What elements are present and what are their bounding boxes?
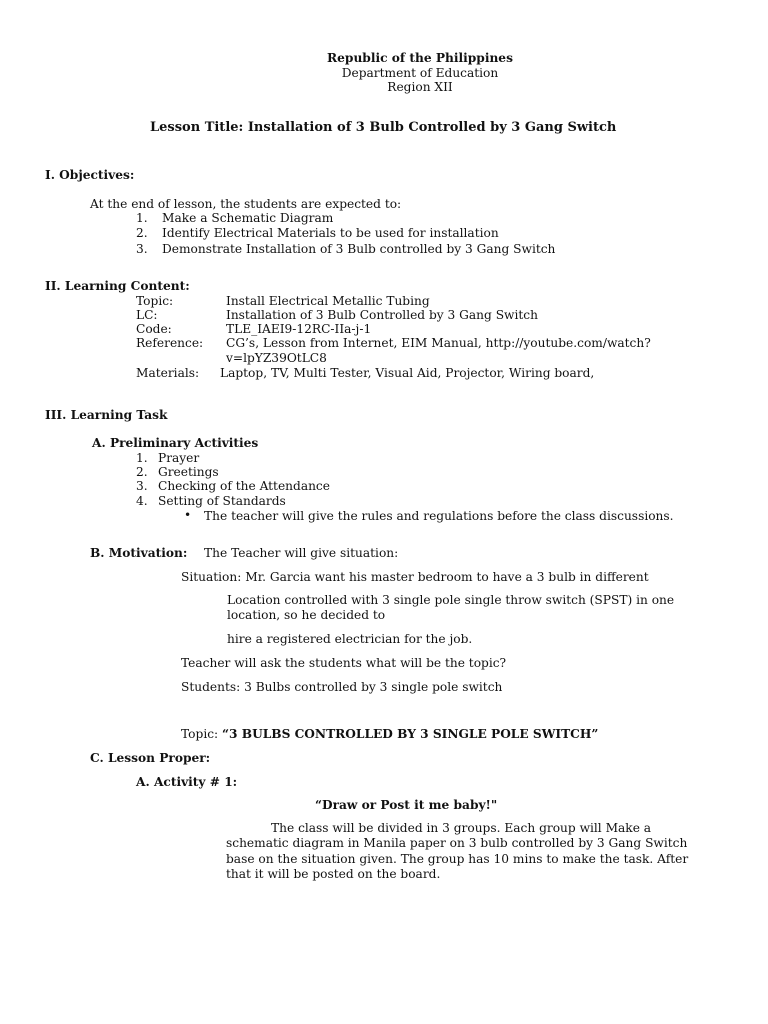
lc-label: LC: — [136, 308, 158, 322]
prelim-text-3: Checking of the Attendance — [158, 479, 330, 493]
reference-label: Reference: — [136, 336, 204, 350]
situation-line1: Situation: Mr. Garcia want his master bedroom to have a 3 bulb in different — [181, 570, 649, 584]
code-label: Code: — [136, 322, 172, 336]
topic-line-value: “3 BULBS CONTROLLED BY 3 SINGLE POLE SWITCH” — [222, 727, 599, 741]
header-republic: Republic of the Philippines — [327, 51, 513, 65]
motivation-text: The Teacher will give situation: — [204, 546, 399, 560]
header-region: Region XII — [387, 80, 453, 94]
objective-num-1: 1. — [136, 211, 148, 225]
activity-para-line1: The class will be divided in 3 groups. Each group will Make a — [271, 821, 652, 835]
objective-num-3: 3. — [136, 242, 148, 256]
learning-task-heading: III. Learning Task — [45, 408, 168, 422]
topic-line-label: Topic: — [181, 727, 223, 741]
lesson-title: Lesson Title: Installation of 3 Bulb Controlled by 3 Gang Switch — [150, 120, 617, 135]
standards-bullet-text: The teacher will give the rules and regulations before the class discussions. — [204, 509, 674, 523]
topic-value: Install Electrical Metallic Tubing — [226, 294, 430, 308]
code-value: TLE_IAEI9-12RC-IIa-j-1 — [226, 322, 372, 336]
bullet-icon: • — [184, 508, 192, 522]
activity-para-line2: schematic diagram in Manila paper on 3 bulb controlled by 3 Gang Switch — [226, 836, 688, 850]
activity-para-line3: base on the situation given. The group has 10 mins to make the task. After — [226, 852, 689, 866]
reference-value-line2: v=lpYZ39OtLC8 — [226, 351, 327, 365]
objective-text-2: Identify Electrical Materials to be used for installation — [162, 226, 499, 240]
objective-num-2: 2. — [136, 226, 148, 240]
header-department: Department of Education — [341, 66, 499, 80]
activity-para-line4: that it will be posted on the board. — [226, 867, 441, 881]
prelim-num-1: 1. — [136, 451, 148, 465]
prelim-num-2: 2. — [136, 465, 148, 479]
situation-line2: Location controlled with 3 single pole single throw switch (SPST) in one — [227, 593, 675, 607]
prelim-text-2: Greetings — [158, 465, 219, 479]
situation-line3: location, so he decided to — [227, 608, 386, 622]
objective-text-1: Make a Schematic Diagram — [162, 211, 334, 225]
objectives-heading: I. Objectives: — [45, 168, 135, 182]
materials-value: Laptop, TV, Multi Tester, Visual Aid, Projector, Wiring board, — [220, 366, 595, 380]
motivation-heading: B. Motivation: — [90, 546, 188, 560]
lc-value: Installation of 3 Bulb Controlled by 3 Gang Switch — [226, 308, 538, 322]
prelim-text-1: Prayer — [158, 451, 200, 465]
prelim-num-3: 3. — [136, 479, 148, 493]
preliminary-heading: A. Preliminary Activities — [92, 436, 259, 450]
materials-label: Materials: — [136, 366, 200, 380]
objectives-intro: At the end of lesson, the students are expected to: — [90, 197, 402, 211]
topic-label: Topic: — [136, 294, 174, 308]
teacher-ask: Teacher will ask the students what will be the topic? — [181, 656, 507, 670]
topic-line — [181, 727, 598, 742]
learning-content-heading: II. Learning Content: — [45, 279, 190, 293]
lesson-proper-heading: C. Lesson Proper: — [90, 751, 211, 765]
students-answer: Students: 3 Bulbs controlled by 3 single pole switch — [181, 680, 503, 694]
situation-line4: hire a registered electrician for the job. — [227, 632, 473, 646]
prelim-num-4: 4. — [136, 494, 148, 508]
activity-heading: A. Activity # 1: — [136, 775, 238, 789]
reference-value-line1: CG’s, Lesson from Internet, EIM Manual, http://youtube.com/watch? — [226, 336, 651, 350]
objective-text-3: Demonstrate Installation of 3 Bulb controlled by 3 Gang Switch — [162, 242, 556, 256]
prelim-text-4: Setting of Standards — [158, 494, 286, 508]
activity-title: “Draw or Post it me baby!" — [315, 798, 498, 812]
